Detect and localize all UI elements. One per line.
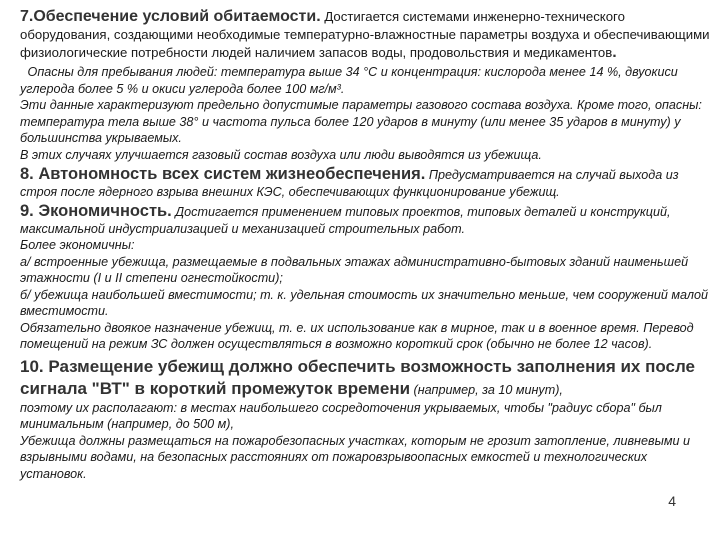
section-8-heading: 8. Автономность всех систем жизнеобеспечения.	[20, 165, 426, 183]
section-7-tail: .	[612, 44, 617, 61]
section-7-paragraph	[20, 8, 712, 62]
section-9-text: Достигается применением типовых проектов, типовых деталей и конструкций, максимальной индустриализацией и механизацией строительных работ.	[20, 205, 671, 236]
section-10-text: поэтому их располагают: в местах наибольшего сосредоточения укрываемых, чтобы "радиус сбора" был минимальным (например, до 500 м),	[20, 400, 662, 431]
item-b: б/ убежища наибольшей вместимости; т. к. удельная стоимость их значительно меньше, чем сооружений малой вместимости.	[20, 287, 709, 318]
danger-conditions: Опасны для пребывания людей: температура выше 34 °С и концентрация: кислорода менее 14 %, двуокиси углерода более 5 % и окиси углерода более 100 мг/м³.	[20, 65, 678, 96]
section-7-text: Достигается системами инженерно-технического оборудования, создающими необходимые температурно-влажностные параметры воздуха и обеспечивающими физиологические потребности людей наличием запасов воды, продовольствия и медикаментов	[20, 9, 710, 60]
section-9-paragraph	[20, 203, 712, 237]
limits-note: Эти данные характеризуют предельно допустимые параметры газового состава воздуха. Кроме того, опасны: температура тела выше 38° и частота пульса более 120 ударов в минуту (или менее 35 ударов в минуту) у большинства укрываемых.	[20, 98, 702, 145]
measures-note: В этих случаях улучшается газовый состав воздуха или люди выводятся из убежища.	[20, 147, 542, 162]
section-10-heading: 10. Размещение убежищ должно обеспечить возможность заполнения их после сигнала "ВТ" в короткий промежуток времени	[20, 356, 696, 398]
item-a: а/ встроенные убежища, размещаемые в подвальных этажах административно-бытовых зданий наименьшей этажности (I и II степени огнестойкости);	[20, 254, 689, 285]
page-number: 4	[668, 493, 676, 509]
section-10-paragraph	[20, 356, 712, 400]
more-economical-label: Более экономичны:	[20, 238, 135, 252]
section-8-paragraph	[20, 166, 712, 200]
dual-purpose-note: Обязательно двоякое назначение убежищ, т. е. их использование как в мирное, так и в военное время. Перевод помещений на режим ЗС должен осуществляться в возможно короткий срок (обычно не более 12 часов).	[20, 320, 694, 351]
section-7-heading: 7.Обеспечение условий обитаемости.	[20, 8, 321, 25]
section-10-note: (например, за 10 минут),	[410, 382, 563, 397]
slide-content	[20, 8, 712, 534]
section-9-heading: 9. Экономичность.	[20, 202, 172, 220]
section-8-text: Предусматривается на случай выхода из строя после ядерного взрыва внешних КЭС, обеспечивающих функционирование убежищ.	[20, 168, 679, 199]
section-10-last: Убежища должны размещаться на пожаробезопасных участках, которым не грозит затопление, ливневыми и взрывными водами, на безопасных расстояниях от пожаровзрывоопасных емкостей и технологических установок.	[20, 433, 690, 481]
